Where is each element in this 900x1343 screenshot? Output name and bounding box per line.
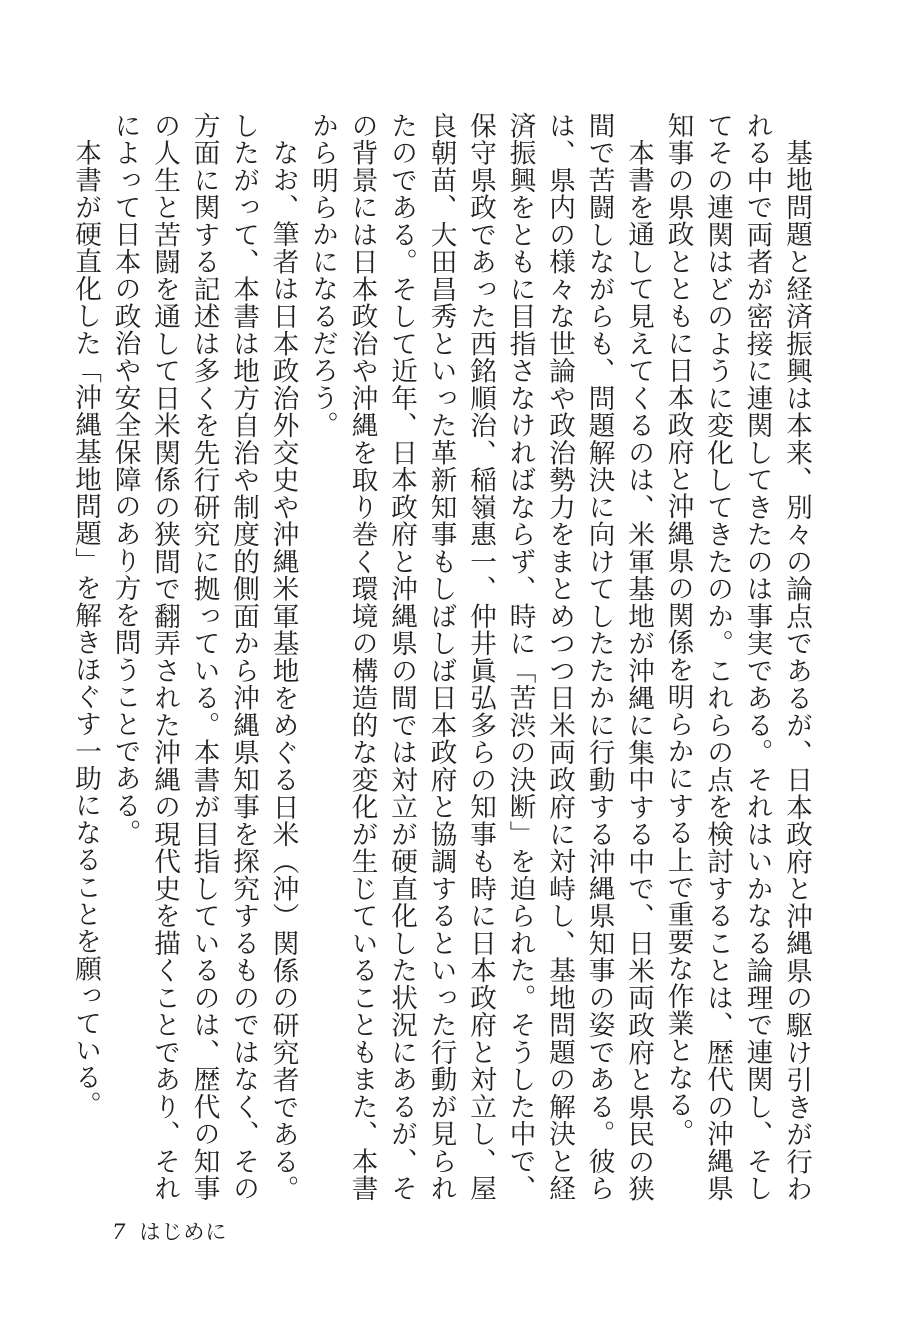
running-head: はじめに: [139, 1220, 228, 1244]
paragraph-2: 本書を通して見えてくるのは、米軍基地が沖縄に集中する中で、日米両政府と県民の狭間で苦闘しながらも、問題解決に向けてしたたかに行動する沖縄県知事の姿である。彼らは、県内の様々な世論や政治勢力をまとめつつ日米両政府に対峙し、基地問題の解決と経済振興をともに目指さなければならず、時に「苦渋の決断」を迫られた。そうした中で、保守県政であった西銘順治、稲嶺惠一、仲井眞弘多らの知事も時に日本政府と対立し、屋良朝苗、大田昌秀といった革新知事もしばしば日本政府と協調するといった行動が見られたのである。そして近年、日本政府と沖縄県の間では対立が硬直化した状況にあるが、その背景には日本政治や沖縄を取り巻く環境の構造的な変化が生じていることもまた、本書から明らかになるだろう。: [307, 112, 654, 1202]
paragraph-4: 本書が硬直化した「沖縄基地問題」を解きほぐす一助になることを願っている。: [70, 138, 101, 1118]
page-footer: [112, 1216, 227, 1246]
paragraph-3: なお、筆者は日本政治外交史や沖縄米軍基地をめぐる日米（沖）関係の研究者である。したがって、本書は地方自治や制度的側面から沖縄県知事を探究するものではなく、その方面に関する記述は多くを先行研究に拠っている。本書が目指しているのは、歴代の知事の人生と苦闘を通して日米関係の狭間で翻弄された沖縄の現代史を描くことであり、それによって日本の政治や安全保障のあり方を問うことである。: [109, 112, 299, 1202]
body-text: [70, 112, 816, 1202]
paragraph-1: 基地問題と経済振興は本来、別々の論点であるが、日本政府と沖縄県の駆け引きが行われる中で両者が密接に連関してきたのは事実である。それはいかなる論理で連関し、そしてその連関はどのように変化してきたのか。これらの点を検討することは、歴代の沖縄県知事の県政とともに日本政府と沖縄県の関係を明らかにする上で重要な作業となる。: [662, 112, 812, 1202]
page-number: 7: [112, 1220, 126, 1244]
